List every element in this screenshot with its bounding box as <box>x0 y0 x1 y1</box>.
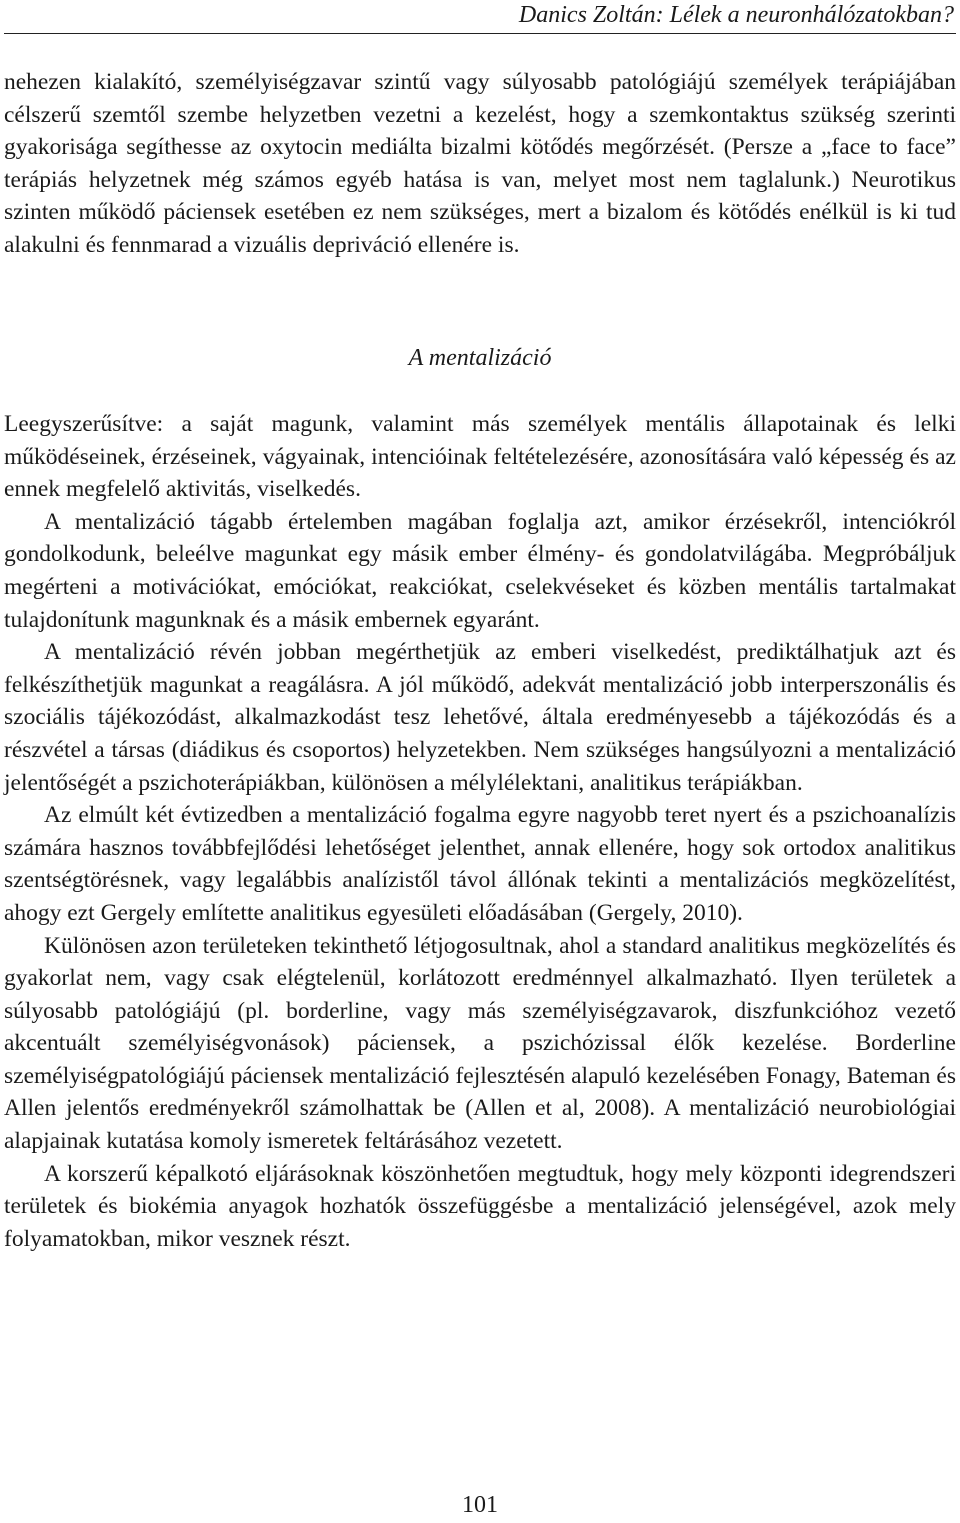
header-rule <box>4 33 956 34</box>
page-number: 101 <box>462 1492 498 1518</box>
running-header: Danics Zoltán: Lélek a neuronhálózatokban? <box>518 2 954 28</box>
lead-text-block <box>4 66 956 262</box>
section-paragraph: A mentalizáció tágabb értelemben magában foglalja azt, amikor érzésekről, intenciókról gondolkodunk, beleélve magunkat egy másik ember élmény- és gondolatvilágába. Megpróbáljuk megérteni a motivációkat, emóciókat, reakciókat, cselekvéseket és közben mentális tartalmakat tulajdonítunk magunknak és a másik embernek egyaránt. <box>4 508 956 633</box>
lead-paragraph: nehezen kialakító, személyiségzavar szintű vagy súlyosabb patológiájú személyek terápiájában célszerű szemtől szembe helyzetben vezetni a kezelést, hogy a szemkontaktus szükség szerinti gyakorisága segíthesse az oxytocin mediálta bizalmi kötődés megőrzését. (Persze a „face to face” terápiás helyzetnek még számos egyéb hatása is van, melyet most nem taglalunk.) Neurotikus szinten működő páciensek esetében ez nem szükséges, mert a bizalom és kötődés enélkül is ki tud alakulni és fennmarad a vizuális depriváció ellenére is. <box>4 69 956 258</box>
section-paragraph: A korszerű képalkotó eljárásoknak köszönhetően megtudtuk, hogy mely központi idegrendszeri területek és biokémia anyagok hozhatók összefüggésbe a mentalizáció jelenségével, azok mely folyamatokban, mikor vesznek részt. <box>4 1160 956 1252</box>
section-paragraph: Az elmúlt két évtizedben a mentalizáció fogalma egyre nagyobb teret nyert és a pszichoanalízis számára hasznos továbbfejlődési lehetőséget jelenthet, annak ellenére, hogy sok ortodox analitikus szentségtörésnek, vagy legalábbis analízistől távol állónak tekinti a mentalizációs megközelítést, ahogy ezt Gergely említette analitikus egyesületi előadásában (Gergely, 2010). <box>4 802 956 926</box>
section-paragraph: Különösen azon területeken tekinthető létjogosultnak, ahol a standard analitikus megközelítés és gyakorlat nem, vagy csak elégtelenül, korlátozott eredménnyel alkalmazható. Ilyen területek a súlyosabb patológiájú (pl. borderline, vagy más személyiségzavarok, diszfunkcióhoz vezető akcentuált személyiségvonások) páciensek, a pszichózissal élők kezelése. Borderline személyiségpatológiájú páciensek mentalizáció fejlesztésén alapuló kezelésében Fonagy, Bateman és Allen jelentős eredményekről számolhattak be (Allen et al, 2008). A mentalizáció neurobiológiai alapjainak kutatása komoly ismeretek feltárásához vezetett. <box>4 932 956 1155</box>
section-paragraph: Leegyszerűsítve: a saját magunk, valamint más személyek mentális állapotainak és lelki működéseinek, érzéseinek, vágyainak, intencióinak feltételezésére, azonosítására való képesség és az ennek megfelelő aktivitás, viselkedés. <box>4 411 956 503</box>
section-heading: A mentalizáció <box>408 345 552 371</box>
section-body <box>4 408 956 1255</box>
section-paragraph: A mentalizáció révén jobban megérthetjük az emberi viselkedést, prediktálhatjuk azt és felkészíthetjük magunkat a reagálásra. A jól működő, adekvát mentalizáció jobb interperszonális és szociális tájékozódást, alkalmazkodást tesz lehetővé, általa eredményesebb a tájékozódás és a részvétel a társas (diádikus és csoportos) helyzetekben. Nem szükséges hangsúlyozni a mentalizáció jelentőségét a pszichoterápiákban, különösen a mélylélektani, analitikus terápiákban. <box>4 639 956 796</box>
